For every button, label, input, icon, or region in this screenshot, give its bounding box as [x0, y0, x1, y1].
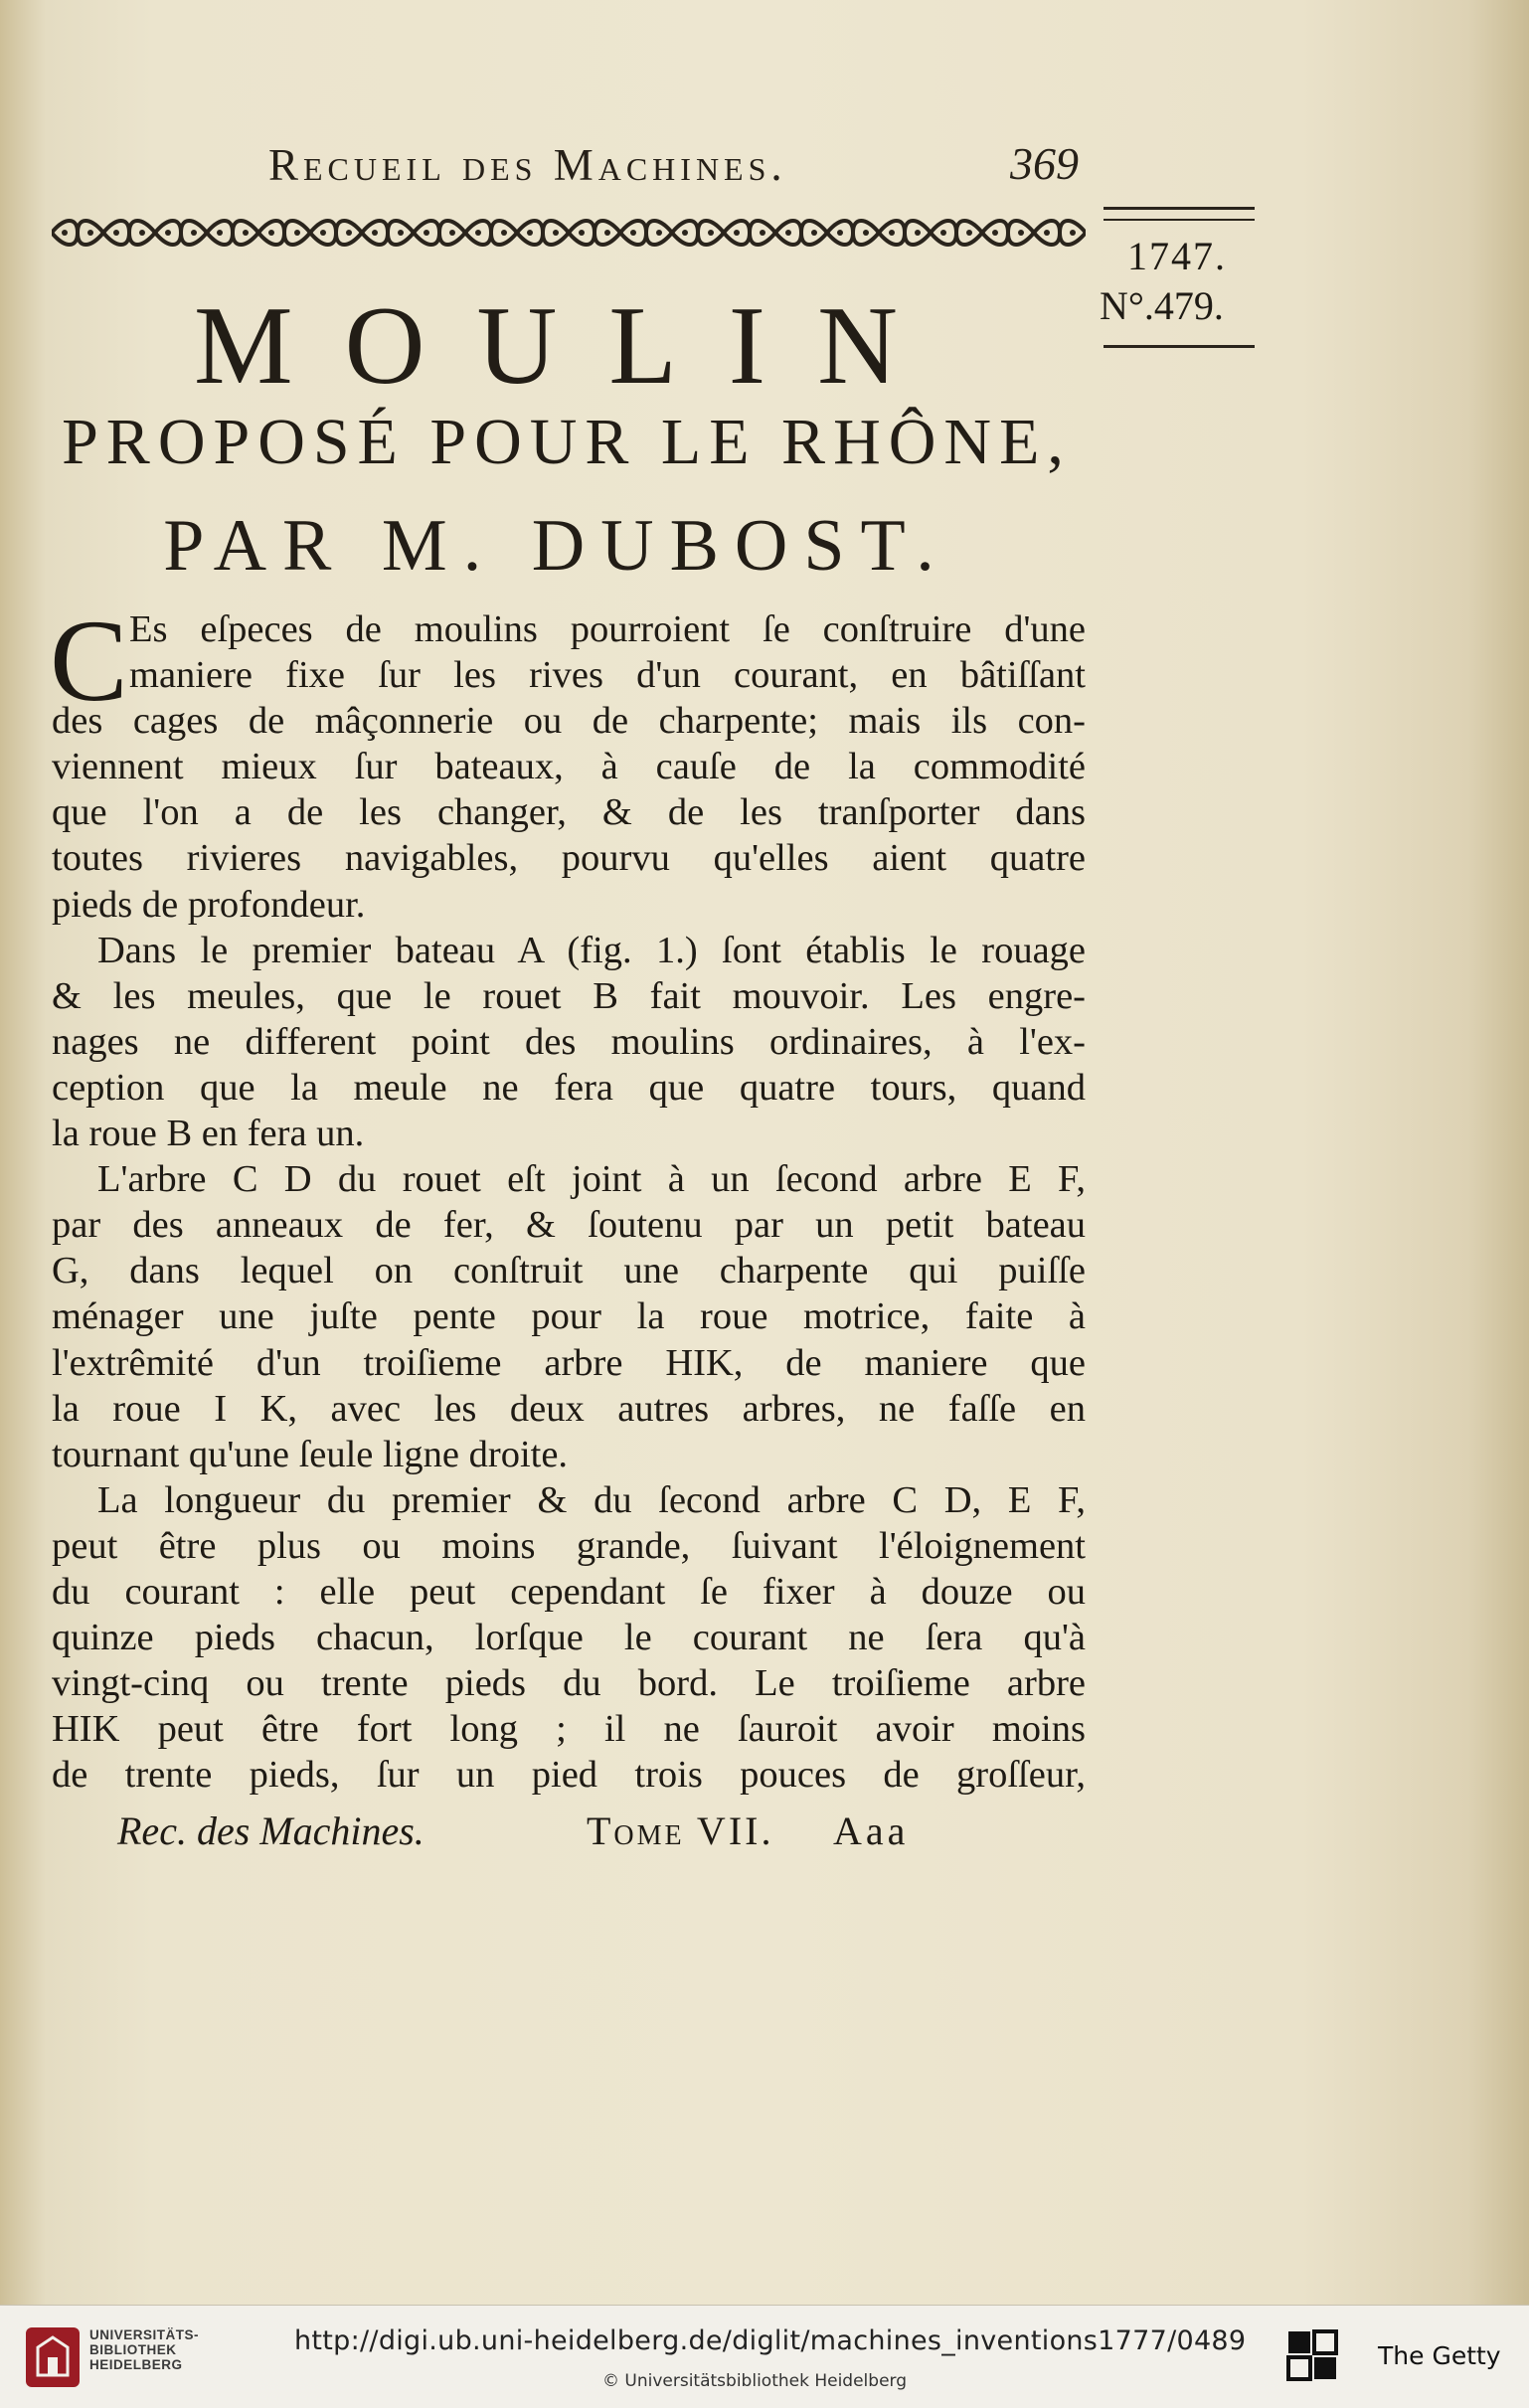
text-line: Es eſpeces de moulins pourroient ſe conſtruire d'une [129, 608, 1086, 650]
text-line: nages ne different point des moulins ordinaires, à l'ex- [52, 1020, 1086, 1063]
text-line: ception que la meule ne fera que quatre tours, quand [52, 1066, 1086, 1109]
margin-rule [1104, 345, 1255, 348]
text-line: l'extrêmité d'un troiſieme arbre HIK, de maniere que [52, 1341, 1086, 1384]
margin-year: 1747. [1127, 234, 1227, 278]
margin-rule [1104, 207, 1255, 221]
text-line: toutes rivieres navigables, pourvu qu'elles aient quatre [52, 837, 1086, 880]
copyright-notice: © Universitätsbibliothek Heidelberg [602, 2371, 908, 2391]
page-number: 369 [1010, 138, 1079, 189]
running-head: Recueil des Machines. [268, 140, 787, 190]
text-line: maniere fixe ſur les rives d'un courant, en bâtiſſant [129, 654, 1086, 697]
text-line: Dans le premier bateau A (fig. 1.) ſont établis le rouage [97, 929, 1086, 971]
text-line: ménager une juſte pente pour la roue motrice, faite à [52, 1295, 1086, 1338]
body-text [52, 606, 1086, 1798]
ornament-band [52, 213, 1086, 253]
library-bar [0, 2305, 1529, 2408]
university-name-line: BIBLIOTHEK [89, 2342, 177, 2357]
drop-cap: C [50, 596, 128, 726]
footer-signature: Rec. des Machines. [117, 1808, 425, 1853]
text-line: peut être plus ou moins grande, ſuivant l'éloignement [52, 1524, 1086, 1567]
text-line: par des anneaux de fer, & ſoutenu par un petit bateau [52, 1204, 1086, 1247]
footer-volume: Tome VII. [587, 1808, 774, 1853]
text-line: La longueur du premier & du ſecond arbre C D, E F, [97, 1478, 1086, 1521]
text-line: vingt-cinq ou trente pieds du bord. Le troiſieme arbre [52, 1662, 1086, 1705]
text-line: viennent mieux ſur bateaux, à cauſe de la commodité [52, 746, 1086, 788]
text-line: pieds de profondeur. [52, 883, 366, 926]
text-line: la roue I K, avec les deux autres arbres, ne faſſe en [52, 1387, 1086, 1430]
margin-number: N°.479. [1100, 283, 1224, 328]
getty-name: The Getty [1378, 2341, 1501, 2370]
university-seal-icon [24, 2325, 82, 2389]
title-subtitle: PROPOSÉ POUR LE RHÔNE, [62, 406, 1072, 478]
footer-signature-mark: Aaa [833, 1808, 910, 1853]
text-line: L'arbre C D du rouet eſt joint à un ſecond arbre E F, [97, 1158, 1086, 1201]
text-line: que l'on a de les changer, & de les tranſporter dans [52, 791, 1086, 834]
permalink-url[interactable]: http://digi.ub.uni-heidelberg.de/diglit/machines_inventions1777/0489 [294, 2325, 1247, 2356]
text-line: du courant : elle peut cependant ſe fixer à douze ou [52, 1570, 1086, 1613]
university-name [89, 2327, 199, 2372]
title-main: MOULIN [194, 284, 949, 408]
text-line: & les meules, que le rouet B fait mouvoir. Les engre- [52, 974, 1086, 1017]
text-line: la roue B en fera un. [52, 1113, 365, 1155]
getty-logo-icon [1286, 2329, 1338, 2383]
text-line: G, dans lequel on conſtruit une charpente qui puiſſe [52, 1250, 1086, 1292]
title-author: PAR M. DUBOST. [163, 505, 950, 587]
text-line: de trente pieds, ſur un pied trois pouces de groſſeur, [52, 1754, 1086, 1797]
text-line: des cages de mâçonnerie ou de charpente; mais ils con- [52, 700, 1086, 743]
university-name-line: UNIVERSITÄTS- [89, 2327, 200, 2342]
text-line: tournant qu'une ſeule ligne droite. [52, 1433, 569, 1475]
text-line: HIK peut être fort long ; il ne ſauroit avoir moins [52, 1708, 1086, 1751]
university-name-line: HEIDELBERG [89, 2357, 183, 2372]
text-line: quinze pieds chacun, lorſque le courant ne ſera qu'à [52, 1617, 1086, 1659]
